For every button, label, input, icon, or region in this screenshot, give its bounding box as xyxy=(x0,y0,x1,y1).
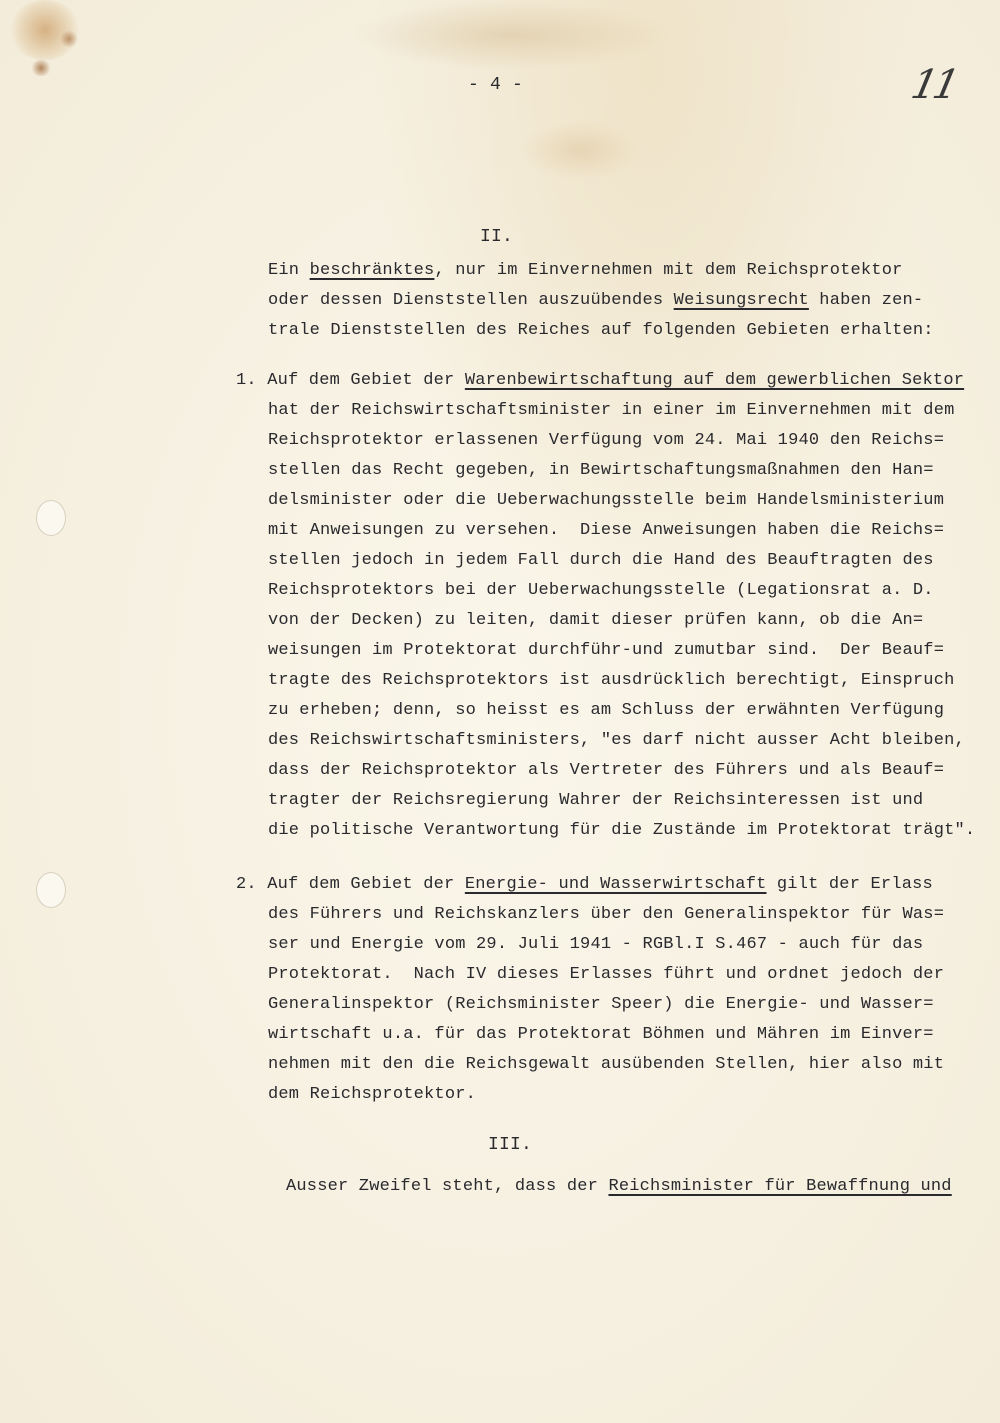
handwritten-folio-number: 11 xyxy=(907,62,960,108)
punch-hole xyxy=(36,500,66,536)
item2-line: dem Reichsprotektor. xyxy=(268,1085,477,1104)
item1-line: Reichsprotektors bei der Ueberwachungsstelle (Legationsrat a. D. xyxy=(268,581,934,600)
punch-hole xyxy=(36,872,66,908)
underlined-term: beschränktes xyxy=(309,261,435,280)
item1-line: stellen das Recht gegeben, in Bewirtschaftungsmaßnahmen den Han= xyxy=(268,461,934,480)
underlined-term: Weisungsrecht xyxy=(673,291,809,310)
item1-line: stellen jedoch in jedem Fall durch die Hand des Beauftragten des xyxy=(268,551,934,570)
item2-line: Protektorat. Nach IV dieses Erlasses führt und ordnet jedoch der xyxy=(268,965,945,984)
item1-line: des Reichswirtschaftsministers, "es darf nicht ausser Acht bleiben, xyxy=(268,731,965,750)
rust-stain xyxy=(60,30,78,48)
item1-line: Reichsprotektor erlassenen Verfügung vom 24. Mai 1940 den Reichs= xyxy=(268,431,945,450)
section-heading-iii: III. xyxy=(488,1135,533,1155)
intro-line: oder dessen Dienststellen auszuübendes Weisungsrecht haben zen- xyxy=(268,291,924,310)
water-stain xyxy=(520,120,640,180)
item2-line: ser und Energie vom 29. Juli 1941 - RGBl.I S.467 - auch für das xyxy=(268,935,924,954)
page-number: - 4 - xyxy=(468,75,524,95)
item1-line: hat der Reichswirtschaftsminister in einer im Einvernehmen mit dem xyxy=(268,401,955,420)
item2-line: wirtschaft u.a. für das Protektorat Böhmen und Mähren im Einver= xyxy=(268,1025,934,1044)
item1-line: dass der Reichsprotektor als Vertreter des Führers und als Beauf= xyxy=(268,761,945,780)
item1-line: delsminister oder die Ueberwachungsstelle beim Handelsministerium xyxy=(268,491,945,510)
item1-line: von der Decken) zu leiten, damit dieser prüfen kann, ob die An= xyxy=(268,611,924,630)
water-stain xyxy=(350,0,670,70)
item2-line: des Führers und Reichskanzlers über den Generalinspektor für Was= xyxy=(268,905,945,924)
item1-line: mit Anweisungen zu versehen. Diese Anweisungen haben die Reichs= xyxy=(268,521,945,540)
item1-line: die politische Verantwortung für die Zustände im Protektorat trägt". xyxy=(268,821,976,840)
underlined-term: Energie- und Wasserwirtschaft xyxy=(464,875,767,894)
item1-line: tragter der Reichsregierung Wahrer der Reichsinteressen ist und xyxy=(268,791,924,810)
item1-line: zu erheben; denn, so heisst es am Schluss der erwähnten Verfügung xyxy=(268,701,945,720)
rust-stain xyxy=(30,60,52,76)
item1-line: weisungen im Protektorat durchführ-und zumutbar sind. Der Beauf= xyxy=(268,641,945,660)
item2-line: Generalinspektor (Reichsminister Speer) die Energie- und Wasser= xyxy=(268,995,934,1014)
item1-line: tragte des Reichsprotektors ist ausdrücklich berechtigt, Einspruch xyxy=(268,671,955,690)
closing-line: Ausser Zweifel steht, dass der Reichsminister für Bewaffnung und xyxy=(286,1177,952,1196)
underlined-term: Warenbewirtschaftung auf dem gewerblichen Sektor xyxy=(464,371,965,390)
item2-line: 2. Auf dem Gebiet der Energie- und Wasserwirtschaft gilt der Erlass xyxy=(236,875,933,894)
item2-line: nehmen mit den die Reichsgewalt ausübenden Stellen, hier also mit xyxy=(268,1055,945,1074)
intro-line: trale Dienststellen des Reiches auf folgenden Gebieten erhalten: xyxy=(268,321,934,340)
underlined-term: Reichsminister für Bewaffnung und xyxy=(608,1177,952,1196)
intro-line: Ein beschränktes, nur im Einvernehmen mit dem Reichsprotektor xyxy=(268,261,903,280)
section-heading-ii: II. xyxy=(480,227,514,247)
item1-line: 1. Auf dem Gebiet der Warenbewirtschaftung auf dem gewerblichen Sektor xyxy=(236,371,965,390)
